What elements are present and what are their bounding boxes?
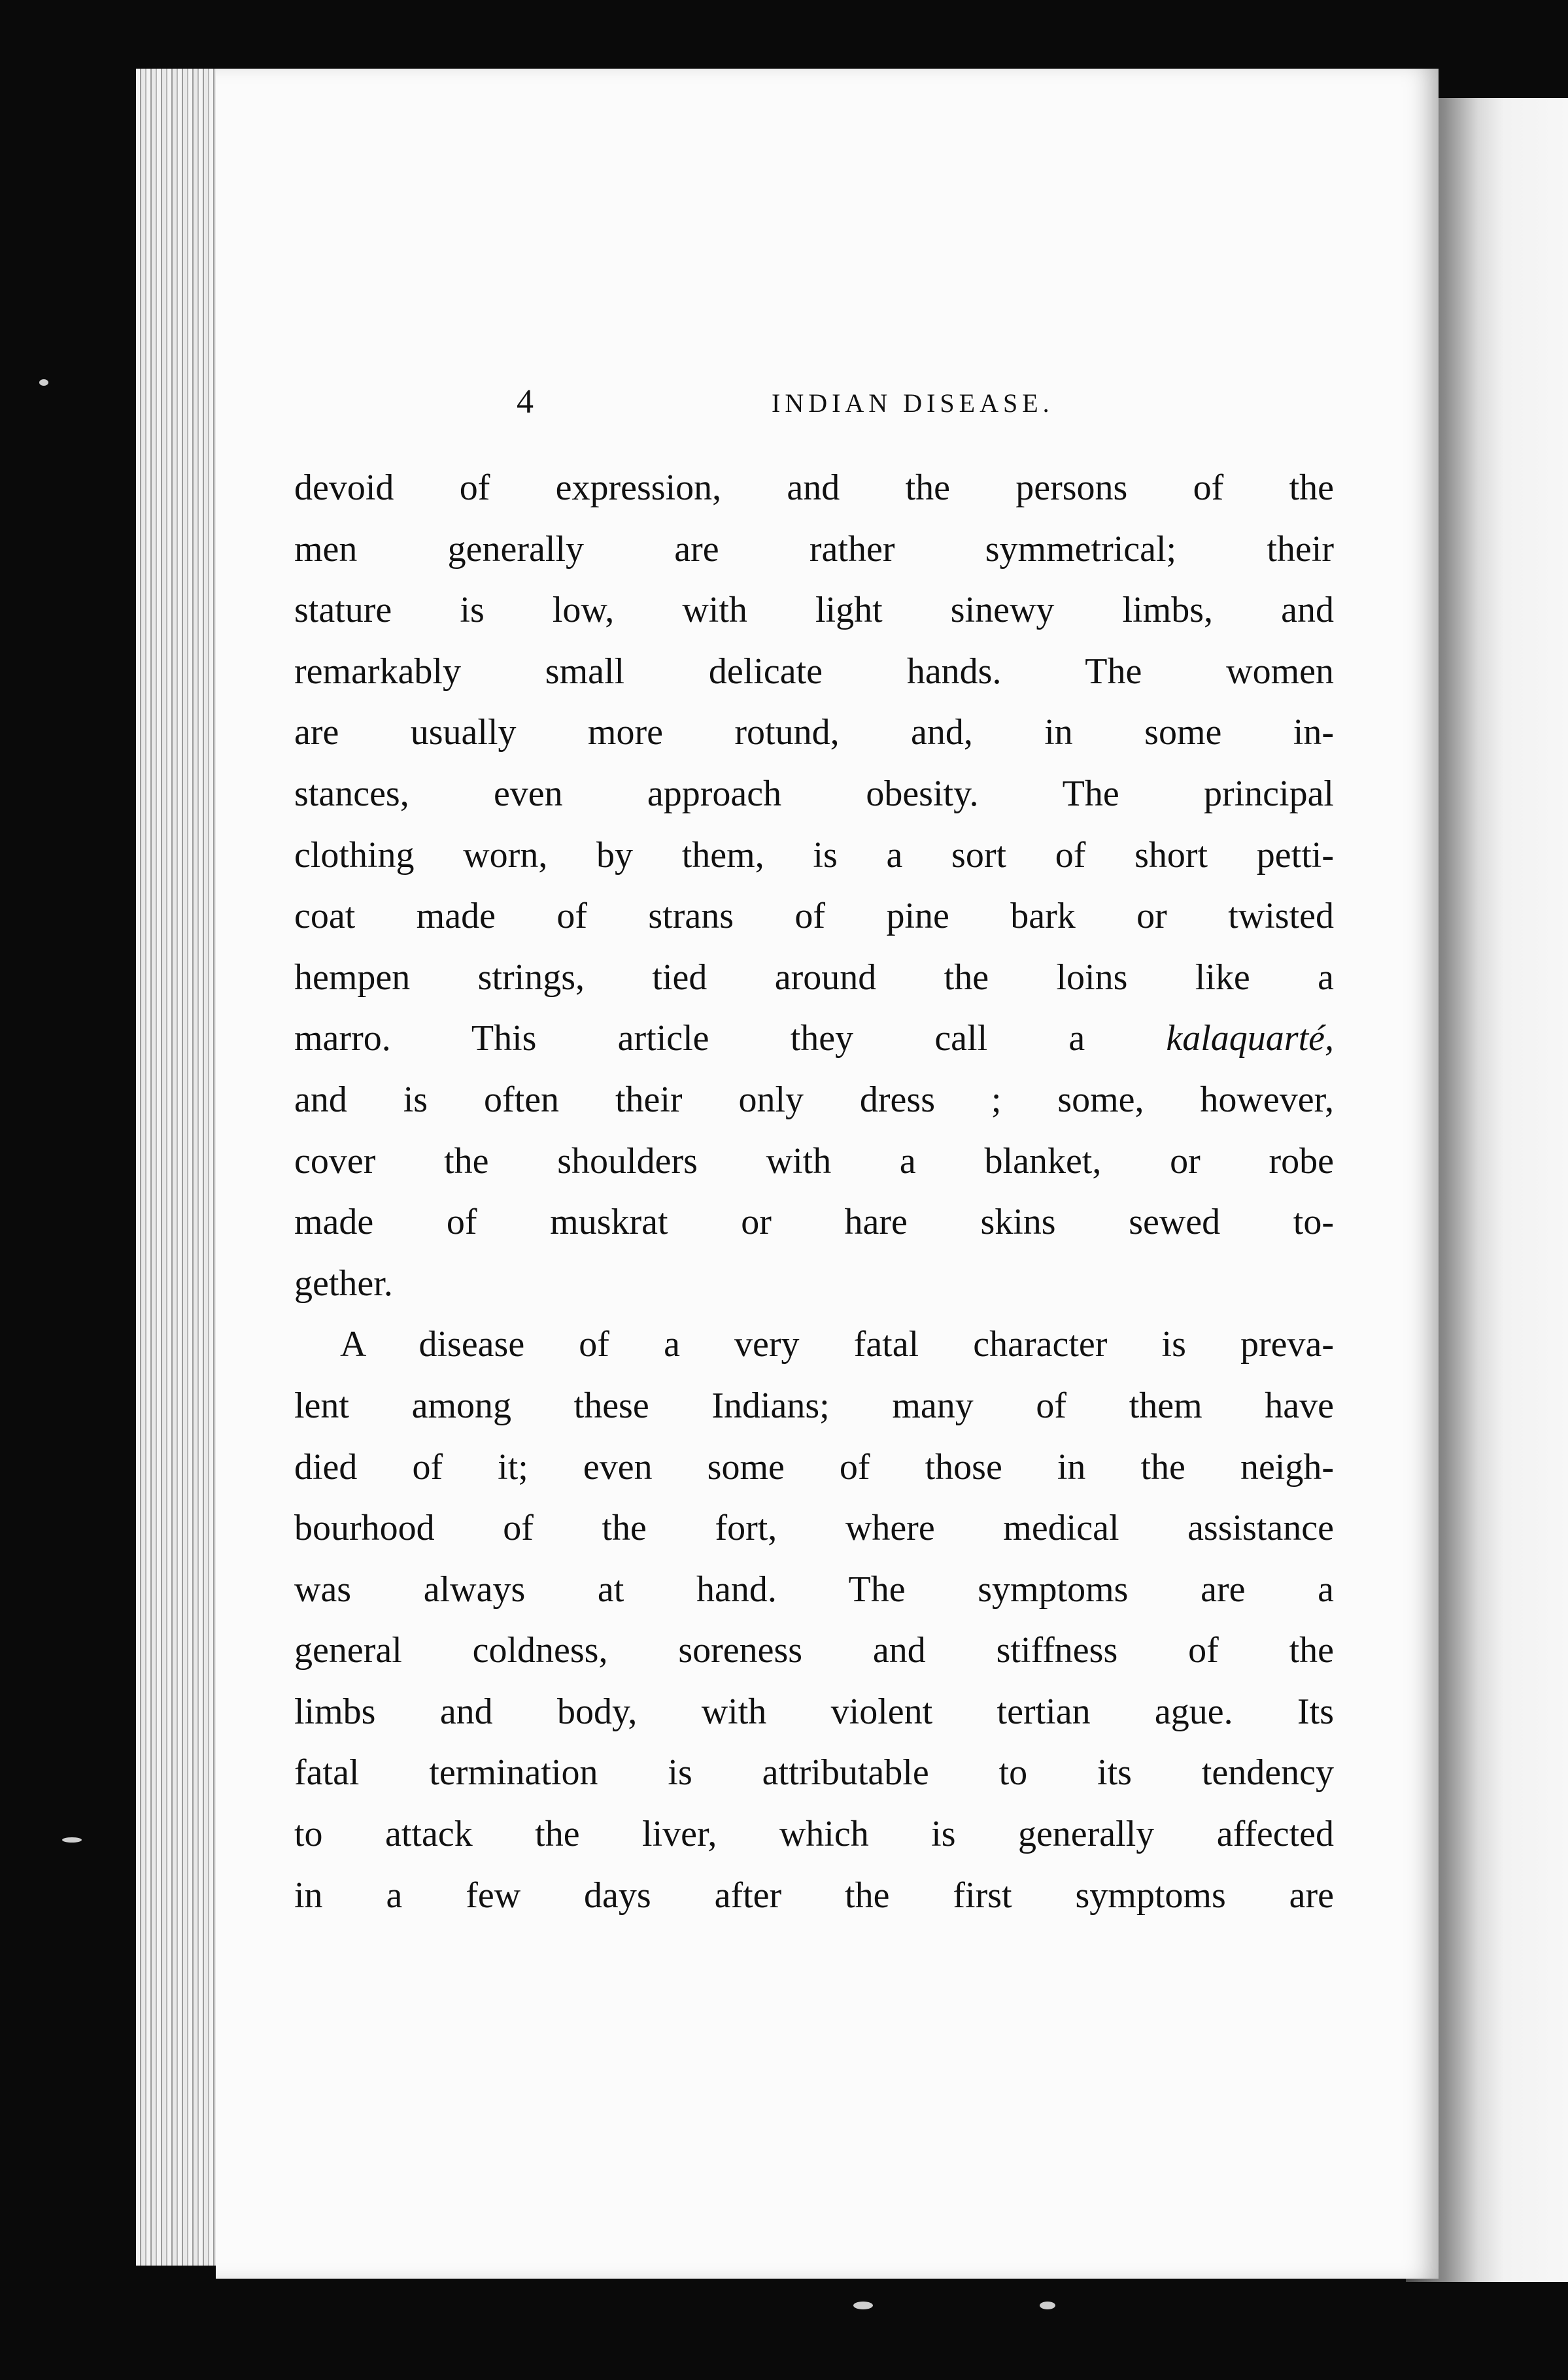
- text-line: cover the shoulders with a blanket, or robe: [294, 1140, 1334, 1182]
- scan-speck: [1040, 2302, 1055, 2309]
- scan-speck: [853, 2302, 873, 2309]
- text-line: clothing worn, by them, is a sort of short petti-: [294, 834, 1334, 876]
- text-line: general coldness, soreness and stiffness of the: [294, 1630, 1334, 1671]
- text-line-with-italic: [294, 1008, 1334, 1070]
- text-line: lent among these Indians; many of them have: [294, 1385, 1334, 1426]
- book-gutter-edges: [136, 69, 221, 2266]
- running-head: [216, 382, 1439, 435]
- page-number: 4: [517, 383, 534, 420]
- text-line: coat made of strans of pine bark or twisted: [294, 896, 1334, 937]
- text-line: are usually more rotund, and, in some in-: [294, 712, 1334, 753]
- text-line: made of muskrat or hare skins sewed to-: [294, 1202, 1334, 1243]
- scan-speck: [39, 379, 48, 386]
- text-line: died of it; even some of those in the neigh-: [294, 1446, 1334, 1488]
- text-line: gether.: [294, 1263, 393, 1304]
- text-line: bourhood of the fort, where medical assistance: [294, 1508, 1334, 1549]
- text-line: remarkably small delicate hands. The women: [294, 651, 1334, 692]
- text-line: in a few days after the first symptoms are: [294, 1875, 1334, 1916]
- text-line: stature is low, with light sinewy limbs, and: [294, 590, 1334, 631]
- text-line: limbs and body, with violent tertian ague. Its: [294, 1691, 1334, 1732]
- text-line: to attack the liver, which is generally affected: [294, 1814, 1334, 1855]
- text-line: was always at hand. The symptoms are a: [294, 1569, 1334, 1610]
- scan-speck: [62, 1837, 82, 1843]
- text-line: fatal termination is attributable to its tendency: [294, 1752, 1334, 1794]
- body-text: [294, 458, 1334, 1926]
- text-line: men generally are rather symmetrical; their: [294, 528, 1334, 570]
- running-title: INDIAN DISEASE.: [772, 388, 1054, 418]
- text-line: devoid of expression, and the persons of the: [294, 468, 1334, 508]
- text-line: and is often their only dress ; some, however,: [294, 1079, 1334, 1120]
- text-line: hempen strings, tied around the loins like a: [294, 957, 1334, 998]
- text-line: stances, even approach obesity. The principal: [294, 773, 1334, 814]
- italic-term: kalaquarté,: [1166, 1018, 1334, 1059]
- text-line: A disease of a very fatal character is preva-: [340, 1324, 1334, 1365]
- text-segment: marro. This article they call a: [294, 1018, 1167, 1059]
